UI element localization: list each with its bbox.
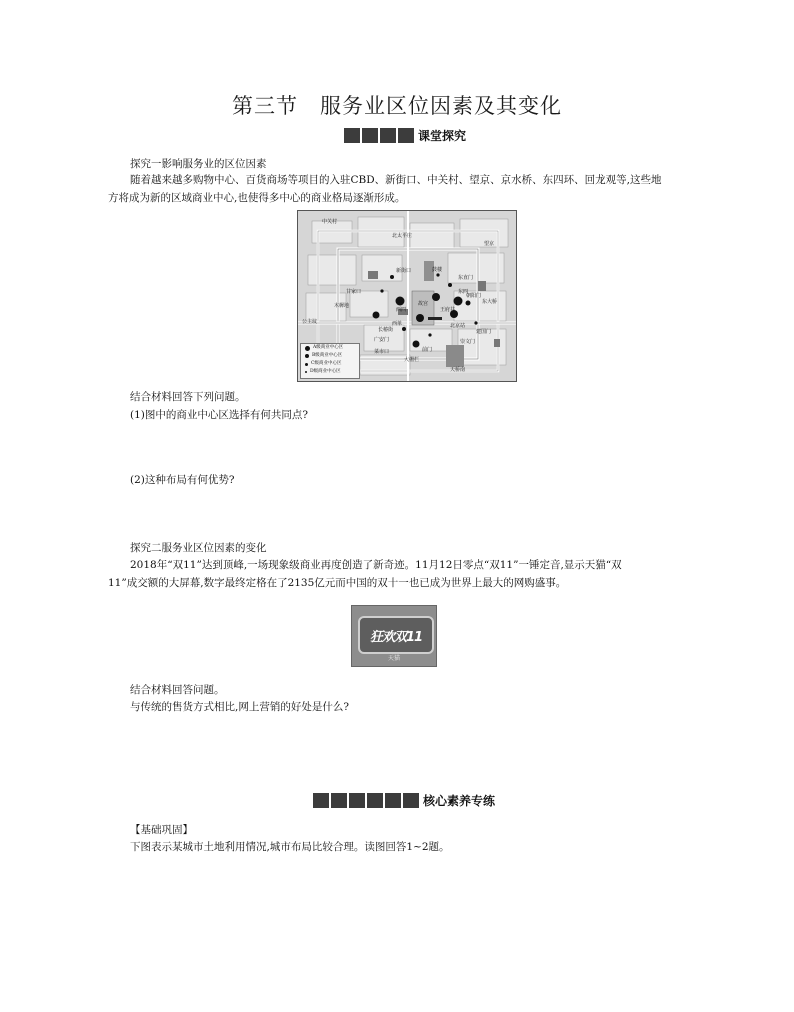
- map-label: 菜市口: [374, 349, 390, 355]
- map-label: 大栅栏: [404, 357, 420, 363]
- practice-instruction: 下图表示某城市土地利用情况,城市布局比较合理。读图回答1~2题。: [130, 841, 450, 853]
- map-label: 天桥南: [450, 367, 466, 373]
- map-label: 木樨地: [334, 303, 350, 309]
- question-1: (1)图中的商业中心区选择有何共同点?: [130, 409, 309, 421]
- legend-item: D级商业中心区: [310, 369, 341, 374]
- section-label: 核心素养专练: [423, 794, 496, 808]
- map-label: 建国门: [476, 329, 492, 335]
- inquiry2-paragraph: [108, 556, 622, 592]
- map-label: 东四: [458, 289, 469, 295]
- legend-item: A级商业中心区: [313, 345, 344, 350]
- inquiry1-heading: 探究一影响服务业的区位因素: [130, 158, 267, 170]
- inquiry1-paragraph: [108, 171, 662, 207]
- map-label: 西四: [396, 307, 407, 313]
- inquiry2-question: 与传统的售货方式相比,网上营销的好处是什么?: [130, 701, 349, 713]
- page-title: 第三节 服务业区位因素及其变化: [232, 94, 562, 118]
- map-label: 北京站: [450, 323, 466, 329]
- legend-item: C级商业中心区: [311, 361, 342, 366]
- header-decoration-bars: [313, 793, 419, 808]
- paragraph-line: 方将成为新的区域商业中心,也使得多中心的商业格局逐渐形成。: [108, 192, 406, 204]
- map-label: 东直门: [458, 275, 474, 281]
- map-label: 北太平庄: [392, 233, 413, 239]
- paragraph-line: 2018年“双11”达到顶峰,一场现象级商业再度创造了新奇迹。11月12日零点“双11”一锤定音,显示天猫“双: [130, 559, 622, 571]
- map-label: 王府井: [440, 307, 456, 313]
- paragraph-line: 随着越来越多购物中心、百货商场等项目的入驻CBD、新街口、中关村、望京、京水桥、东四环、回龙观等,这些地: [130, 174, 662, 186]
- section-label: 课堂探究: [418, 129, 467, 143]
- map-legend: [300, 343, 360, 379]
- paragraph-line: 11”成交额的大屏幕,数字最终定格在了2135亿元而中国的双十一也已成为世界上最大的网购盛事。: [108, 577, 567, 589]
- map-label: 公主坟: [302, 319, 318, 325]
- beijing-commercial-map: [297, 210, 517, 382]
- inquiry2-prompt: 结合材料回答问题。: [130, 684, 225, 696]
- inquiry2-heading: 探究二服务业区位因素的变化: [130, 542, 267, 554]
- promo-banner: 狂欢双11: [358, 616, 434, 654]
- map-label: 朝阳门: [466, 293, 482, 299]
- promo-caption: 天猫: [387, 655, 400, 662]
- map-label: 新街口: [396, 268, 412, 274]
- map-label: 故宫: [418, 301, 429, 307]
- map-label: 中关村: [322, 219, 338, 225]
- section-header-core-practice: [313, 792, 495, 809]
- header-decoration-bars: [344, 128, 414, 143]
- map-label: 西单: [392, 321, 403, 327]
- map-label: 前门: [422, 347, 433, 353]
- map-label: 广安门: [374, 337, 390, 343]
- map-label: 崇文门: [460, 339, 476, 345]
- section-header-class-inquiry: [344, 127, 466, 144]
- map-label: 甘家口: [346, 289, 362, 295]
- map-label: 鼓楼: [432, 267, 443, 273]
- question-2: (2)这种布局有何优势?: [130, 474, 235, 486]
- practice-tag: 【基础巩固】: [130, 824, 193, 836]
- map-label: 东大桥: [482, 299, 498, 305]
- double-eleven-promo-image: [351, 605, 437, 667]
- map-label: 长椿街: [378, 327, 394, 333]
- inquiry1-prompt: 结合材料回答下列问题。: [130, 391, 246, 403]
- map-label: 望京: [484, 241, 495, 247]
- legend-item: B级商业中心区: [312, 353, 343, 358]
